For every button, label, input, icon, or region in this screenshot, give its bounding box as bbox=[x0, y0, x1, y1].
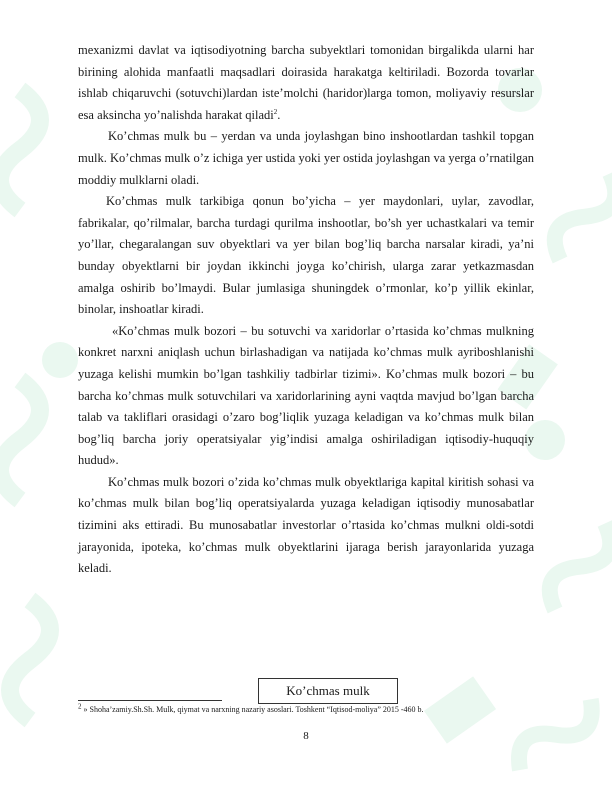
paragraph-1: mexanizmi davlat va iqtisodiyotning barcha subyektlari tomonidan birgalikda ularni har birining alohida manfaatli maqsadlari doirasida harakatga keltiriladi. Bozorda tovarlar ishlab chiqaruvchi (sotuvchi)lardan iste’molchi (haridor)larga tomon, moliyaviy resurslar esa aksincha yo’nalishda harakat qiladi$^2$. bbox=[78, 43, 534, 122]
paragraph-3: Ko’chmas mulk tarkibiga qonun bo’yicha – yer maydonlari, uylar, zavodlar, fabrikalar, qo’rilmalar, barcha turdagi qurilma inshootlar, bo’sh yer uchastkalari va temir yo’llar, chegaralangan suv obyektlari va yer bilan bog’liq barcha narsalar kiradi, ya’ni bunday obyektlarni bir joydan ikkinchi joyga ko’chirish, ularga zarar yetkazmasdan amalga oshirib bo’lmaydi. Bular jumlasiga shuningdek o’rmonlar, ko’p yillik ekinlar, binolar, inshoatlar kiradi. bbox=[78, 194, 534, 317]
paragraph-2: Ko’chmas mulk bu – yerdan va unda joylashgan bino inshootlardan tashkil topgan mulk. Ko’chmas mulk o’z ichiga yer ustida yoki yer ostida joylashgan va yerga o’rnatilgan moddiy mulklarni oladi. bbox=[78, 129, 534, 187]
page-number: 8 bbox=[303, 730, 309, 742]
paragraph-4: «Ko’chmas mulk bozori – bu sotuvchi va xaridorlar o’rtasida ko’chmas mulkning konkret narxni aniqlash uchun birlashadigan va natijada ko’chmas mulk ayriboshlanishi yuzaga kelishi mumkin bo’lgan tashkiliy tadbirlar tizimi». Ko’chmas mulk bozori – bu barcha ko’chmas mulk sotuvchilari va xaridorlarining ayni vaqtda mavjud bo’lgan barcha talab va takliflari orasidagi o’zaro bog’liqlik yuzaga keladigan va ko’chmas mulk bilan bog’liq barcha joriy operatsiyalar yig’indisi amalga oshiriladigan iqtisodiy-huquqiy hudud». bbox=[78, 323, 534, 468]
paragraph-5: Ko’chmas mulk bozori o’zida ko’chmas mulk obyektlariga kapital kiritish sohasi va ko’chmas mulk bilan bog’liq operatsiyalarda yuzaga keladigan iqtisodiy munosabatlar tizimini aks ettiradi. Bu munosabatlar investorlar o’rtasida ko’chmas mulkni oldi-sotdi jarayonida, ipoteka, ko’chmas mulk obyektlarini ijaraga berish jarayonlarida yuzaga keladi. bbox=[78, 474, 534, 576]
diagram-box-label: Ko’chmas mulk bbox=[258, 678, 398, 704]
footnote bbox=[78, 704, 548, 715]
footnote-divider bbox=[78, 700, 222, 701]
footnote-text: » Shoha’zamiy.Sh.Sh. Mulk, qiymat va narxning nazariy asoslari. Toshkent “Iqtisod-moliya” 2015 -460 b. bbox=[81, 705, 424, 714]
footnote-reference: 2 bbox=[273, 107, 278, 116]
document-body bbox=[78, 40, 534, 580]
paragraph-1-text: mexanizmi davlat va iqtisodiyotning barcha subyektlari tomonidan birgalikda ularni har birining alohida manfaatli maqsadlari doirasida harakatga keltiriladi. Bozorda tovarlar ishlab chiqaruvchi (sotuvchi)lardan iste’molchi (haridor)larga tomon, moliyaviy resurslar esa aksincha yo’nalishda harakat qiladi bbox=[78, 43, 534, 122]
footnote-mark: 2 bbox=[78, 702, 82, 711]
